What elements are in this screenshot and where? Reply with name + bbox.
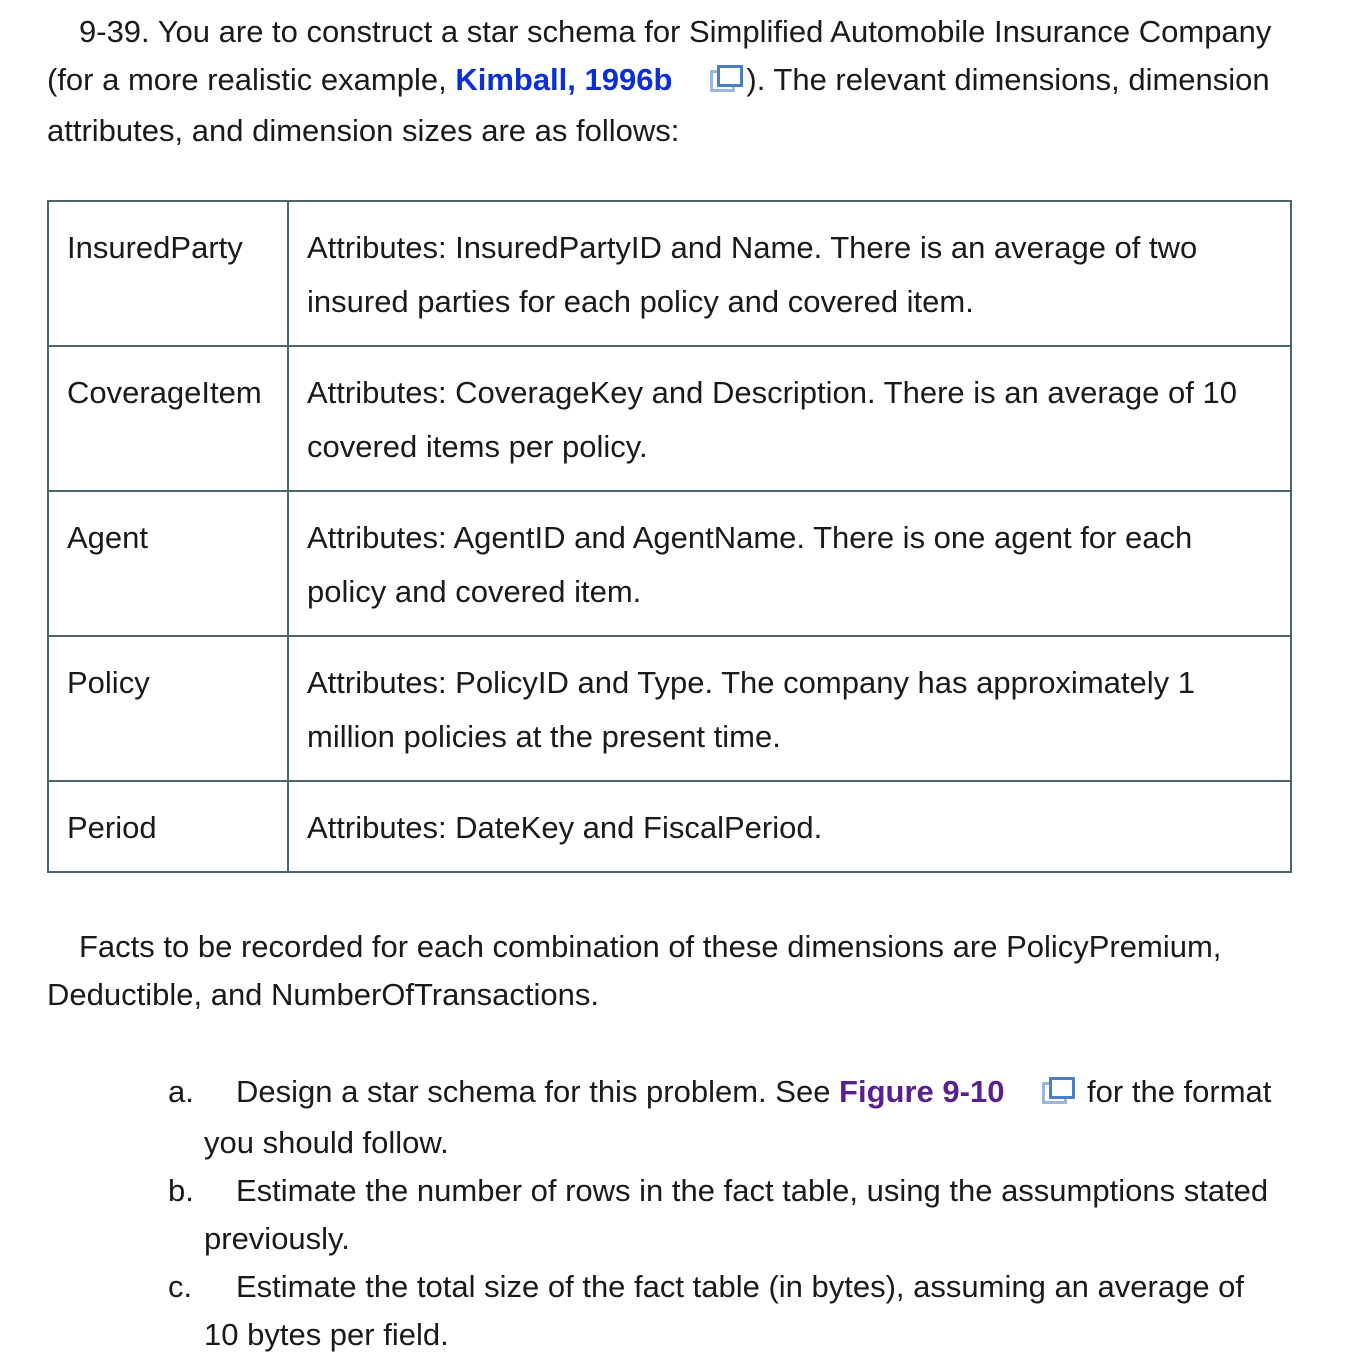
dimension-description: Attributes: DateKey and FiscalPeriod. [288, 781, 1291, 872]
list-item [158, 1068, 1278, 1167]
dimension-description: Attributes: InsuredPartyID and Name. There is an average of two insured parties for each policy and covered item. [288, 201, 1291, 346]
table-row [48, 636, 1291, 781]
intro-text-before-link: 9-39. You are to construct a star schema for Simplified Automobile Insurance Company (for a more realistic example, [47, 14, 1272, 97]
table-row [48, 491, 1291, 636]
table-row [48, 201, 1291, 346]
dimension-name: CoverageItem [48, 346, 288, 491]
intro-text-after-link: ). The relevant dimensions, dimension attributes, and dimension sizes are as follows: [47, 62, 1270, 148]
document-page [47, 8, 1297, 1012]
open-popup-icon[interactable] [1010, 1071, 1076, 1119]
task-list [158, 1068, 1278, 1359]
table-row [48, 346, 1291, 491]
kimball-citation-link[interactable]: Kimball, 1996b [455, 62, 673, 97]
task-text-after-link: for the format you should follow. [204, 1074, 1272, 1160]
facts-paragraph: Facts to be recorded for each combination of these dimensions are PolicyPremium, Deductible, and NumberOfTransactions. [47, 929, 1222, 1012]
list-item [158, 1167, 1278, 1263]
open-popup-icon[interactable] [678, 59, 744, 107]
dimension-name: Period [48, 781, 288, 872]
list-marker: b. [168, 1173, 194, 1208]
list-item [158, 1263, 1278, 1359]
list-marker: a. [168, 1074, 194, 1109]
dimension-name: InsuredParty [48, 201, 288, 346]
task-text-before-link: Design a star schema for this problem. See [236, 1074, 840, 1109]
dimensions-table [47, 200, 1292, 873]
intro-paragraph [47, 8, 1297, 155]
task-text: Estimate the number of rows in the fact table, using the assumptions stated previously. [204, 1173, 1269, 1256]
task-text: Estimate the total size of the fact table (in bytes), assuming an average of 10 bytes per field. [204, 1269, 1245, 1352]
task-text [204, 1068, 1278, 1167]
list-marker: c. [168, 1269, 193, 1304]
dimension-name: Agent [48, 491, 288, 636]
dimension-name: Policy [48, 636, 288, 781]
dimension-description: Attributes: CoverageKey and Description. There is an average of 10 covered items per policy. [288, 346, 1291, 491]
figure-9-10-link[interactable]: Figure 9-10 [839, 1074, 1005, 1109]
dimension-description: Attributes: PolicyID and Type. The company has approximately 1 million policies at the present time. [288, 636, 1291, 781]
table-row [48, 781, 1291, 872]
dimension-description: Attributes: AgentID and AgentName. There is one agent for each policy and covered item. [288, 491, 1291, 636]
